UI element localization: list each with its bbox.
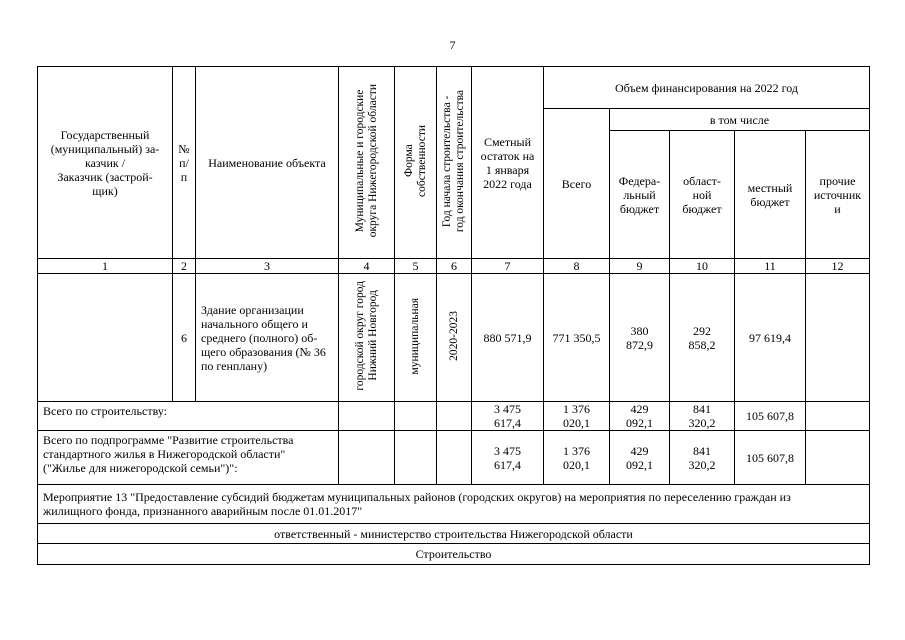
object-ownership-text: муниципальная <box>409 297 421 375</box>
object-municipality <box>339 274 395 402</box>
header-including: в том числе <box>610 109 870 131</box>
header-years-text: Год начала строительства - год окончания строительства <box>441 89 466 233</box>
construction-total-regional: 841 320,2 <box>670 402 735 431</box>
measure-text: Мероприятие 13 "Предоставление субсидий бюджетам муниципальных районов (городских округов) на мероприятия по переселению граждан из жилищного фонда, признанного аварийным после 01.01.2017" <box>38 485 870 524</box>
construction-total-federal: 429 092,1 <box>610 402 670 431</box>
subprogram-total-row <box>38 431 870 485</box>
col-num-6: 6 <box>437 259 472 274</box>
header-other: прочие источник и <box>806 131 870 259</box>
col-num-7: 7 <box>472 259 544 274</box>
column-numbers-row <box>38 259 870 274</box>
header-regional: област- ной бюджет <box>670 131 735 259</box>
object-name: Здание организации начального общего и среднего (полного) об- щего образования (№ 36 по генплану) <box>196 274 339 402</box>
object-municipality-text: городской округ город Нижний Новгород <box>353 281 379 391</box>
responsible-row <box>38 524 870 544</box>
header-federal: Федера- льный бюджет <box>610 131 670 259</box>
header-ownership-text: Форма собственности <box>402 125 428 197</box>
col-num-1: 1 <box>38 259 173 274</box>
subprogram-total-empty-4 <box>339 431 395 485</box>
object-estimated-balance: 880 571,9 <box>472 274 544 402</box>
subprogram-total-federal: 429 092,1 <box>610 431 670 485</box>
object-years <box>437 274 472 402</box>
header-total: Всего <box>544 109 610 259</box>
object-total: 771 350,5 <box>544 274 610 402</box>
construction-total-empty-6 <box>437 402 472 431</box>
construction-total-label: Всего по строительству: <box>38 402 339 431</box>
measure-row <box>38 485 870 524</box>
object-ownership <box>395 274 437 402</box>
subprogram-total-label: Всего по подпрограмме "Развитие строительства стандартного жилья в Нижегородской области" ("Жилье для нижегородской семьи")": <box>38 431 339 485</box>
object-num: 6 <box>173 274 196 402</box>
subprogram-total-total: 1 376 020,1 <box>544 431 610 485</box>
construction-total-estimated-balance: 3 475 617,4 <box>472 402 544 431</box>
object-local: 97 619,4 <box>735 274 806 402</box>
subprogram-total-empty-6 <box>437 431 472 485</box>
header-customer: Государственный (муниципальный) за- казчик / Заказчик (застрой- щик) <box>38 67 173 259</box>
construction-total-row <box>38 402 870 431</box>
object-other <box>806 274 870 402</box>
construction-total-empty-4 <box>339 402 395 431</box>
header-municipality-text: Муниципальные и городские округа Нижегородской области <box>353 84 379 238</box>
subprogram-total-other <box>806 431 870 485</box>
object-row <box>38 274 870 402</box>
financing-table <box>37 66 870 565</box>
col-num-11: 11 <box>735 259 806 274</box>
col-num-9: 9 <box>610 259 670 274</box>
object-regional: 292 858,2 <box>670 274 735 402</box>
header-local: местный бюджет <box>735 131 806 259</box>
col-num-10: 10 <box>670 259 735 274</box>
header-years <box>437 67 472 259</box>
construction-total-empty-5 <box>395 402 437 431</box>
header-num: № п/ п <box>173 67 196 259</box>
subprogram-total-estimated-balance: 3 475 617,4 <box>472 431 544 485</box>
construction-total-other <box>806 402 870 431</box>
col-num-3: 3 <box>196 259 339 274</box>
col-num-8: 8 <box>544 259 610 274</box>
header-estimated-balance: Сметный остаток на 1 января 2022 года <box>472 67 544 259</box>
header-municipality <box>339 67 395 259</box>
object-federal: 380 872,9 <box>610 274 670 402</box>
col-num-5: 5 <box>395 259 437 274</box>
object-customer <box>38 274 173 402</box>
construction-total-total: 1 376 020,1 <box>544 402 610 431</box>
subprogram-total-empty-5 <box>395 431 437 485</box>
section-row <box>38 544 870 565</box>
page-number: 7 <box>449 38 456 52</box>
header-ownership <box>395 67 437 259</box>
col-num-12: 12 <box>806 259 870 274</box>
header-object-name: Наименование объекта <box>196 67 339 259</box>
subprogram-total-regional: 841 320,2 <box>670 431 735 485</box>
col-num-4: 4 <box>339 259 395 274</box>
col-num-2: 2 <box>173 259 196 274</box>
subprogram-total-local: 105 607,8 <box>735 431 806 485</box>
construction-total-local: 105 607,8 <box>735 402 806 431</box>
section-text: Строительство <box>38 544 870 565</box>
header-funding-2022: Объем финансирования на 2022 год <box>544 67 870 109</box>
responsible-text: ответственный - министерство строительства Нижегородской области <box>38 524 870 544</box>
object-years-text: 2020-2023 <box>447 311 460 361</box>
